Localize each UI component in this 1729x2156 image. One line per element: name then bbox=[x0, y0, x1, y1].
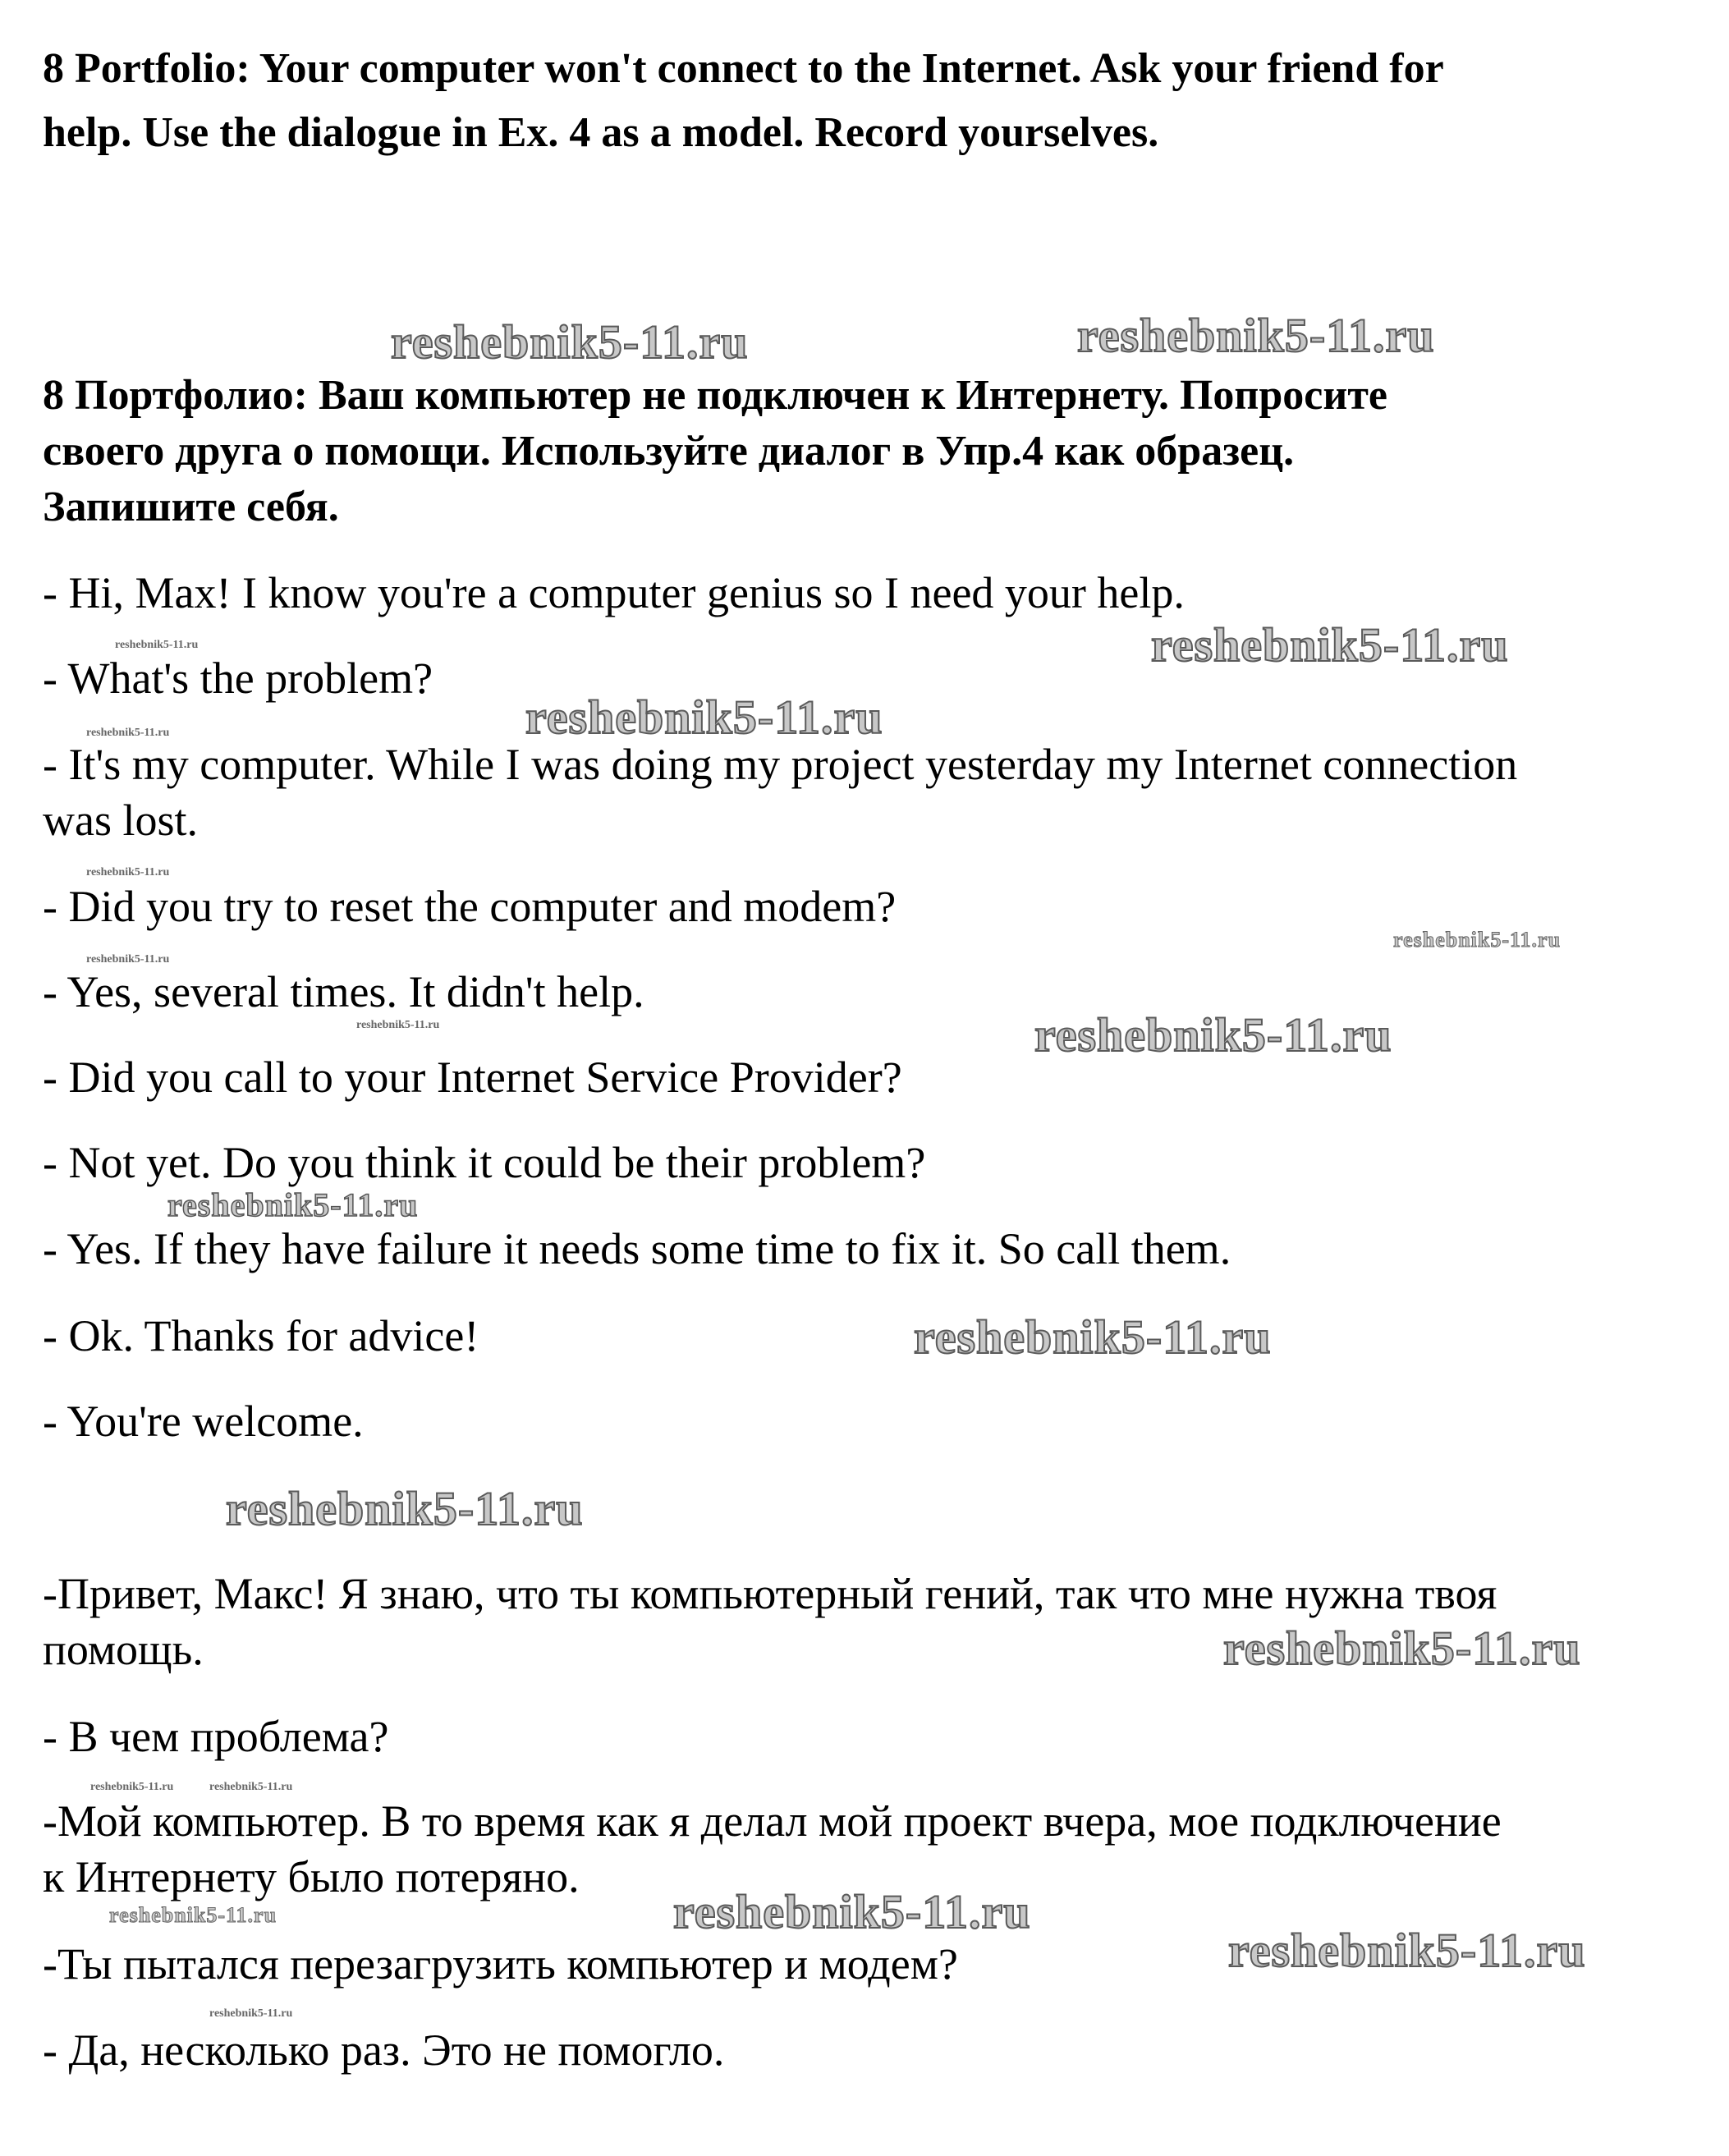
watermark: reshebnik5-11.ru bbox=[525, 690, 883, 744]
heading-line: 8 Портфолио: Ваш компьютер не подключен к Интернету. Попросите bbox=[43, 372, 1387, 419]
dialogue-line: - Yes. If they have failure it needs some time to fix it. So call them. bbox=[43, 1224, 1231, 1273]
watermark: reshebnik5-11.ru bbox=[1151, 618, 1509, 672]
dialogue-line: - Ok. Thanks for advice! bbox=[43, 1311, 479, 1360]
dialogue-line: к Интернету было потеряно. bbox=[43, 1852, 580, 1901]
dialogue-line: was lost. bbox=[43, 796, 198, 845]
watermark: reshebnik5-11.ru bbox=[1393, 928, 1562, 952]
watermark: reshebnik5-11.ru bbox=[109, 1903, 277, 1927]
watermark: reshebnik5-11.ru bbox=[673, 1885, 1031, 1938]
dialogue-line: - Hi, Max! I know you're a computer genius so I need your help. bbox=[43, 568, 1185, 617]
watermark: reshebnik5-11.ru bbox=[86, 953, 170, 966]
watermark: reshebnik5-11.ru bbox=[1223, 1622, 1581, 1675]
dialogue-line: помощь. bbox=[43, 1625, 204, 1674]
heading-line: своего друга о помощи. Используйте диалог в Упр.4 как образец. bbox=[43, 428, 1295, 475]
heading-line: help. Use the dialogue in Ex. 4 as a model. Record yourselves. bbox=[43, 109, 1159, 156]
dialogue-line: - Да, несколько раз. Это не помогло. bbox=[43, 2025, 725, 2075]
dialogue-line: - В чем проблема? bbox=[43, 1712, 389, 1761]
watermark: reshebnik5-11.ru bbox=[86, 866, 170, 878]
watermark: reshebnik5-11.ru bbox=[391, 315, 749, 369]
heading-line: 8 Portfolio: Your computer won't connect to the Internet. Ask your friend for bbox=[43, 45, 1444, 92]
watermark: reshebnik5-11.ru bbox=[209, 2007, 293, 2020]
dialogue-line: - It's my computer. While I was doing my project yesterday my Internet connection bbox=[43, 740, 1518, 789]
dialogue-line: - Not yet. Do you think it could be their problem? bbox=[43, 1138, 926, 1187]
heading-line: Запишите себя. bbox=[43, 484, 339, 530]
dialogue-line: - You're welcome. bbox=[43, 1397, 364, 1446]
dialogue-line: - Did you call to your Internet Service Provider? bbox=[43, 1053, 902, 1102]
dialogue-line: - Did you try to reset the computer and modem? bbox=[43, 882, 897, 931]
watermark: reshebnik5-11.ru bbox=[1034, 1008, 1392, 1062]
dialogue-line: -Мой компьютер. В то время как я делал мой проект вчера, мое подключение bbox=[43, 1796, 1502, 1846]
dialogue-line: -Привет, Макс! Я знаю, что ты компьютерный гений, так что мне нужна твоя bbox=[43, 1569, 1497, 1618]
watermark: reshebnik5-11.ru bbox=[914, 1310, 1272, 1364]
watermark: reshebnik5-11.ru bbox=[226, 1482, 584, 1535]
watermark: reshebnik5-11.ru bbox=[167, 1186, 419, 1223]
dialogue-line: -Ты пытался перезагрузить компьютер и модем? bbox=[43, 1939, 958, 1989]
watermark: reshebnik5-11.ru bbox=[90, 1781, 174, 1793]
watermark: reshebnik5-11.ru bbox=[1228, 1924, 1586, 1977]
watermark: reshebnik5-11.ru bbox=[209, 1781, 293, 1793]
watermark: reshebnik5-11.ru bbox=[115, 639, 199, 651]
watermark: reshebnik5-11.ru bbox=[1077, 309, 1435, 362]
dialogue-line: - Yes, several times. It didn't help. bbox=[43, 967, 644, 1016]
watermark: reshebnik5-11.ru bbox=[356, 1019, 440, 1031]
watermark: reshebnik5-11.ru bbox=[86, 727, 170, 739]
dialogue-line: - What's the problem? bbox=[43, 654, 433, 703]
